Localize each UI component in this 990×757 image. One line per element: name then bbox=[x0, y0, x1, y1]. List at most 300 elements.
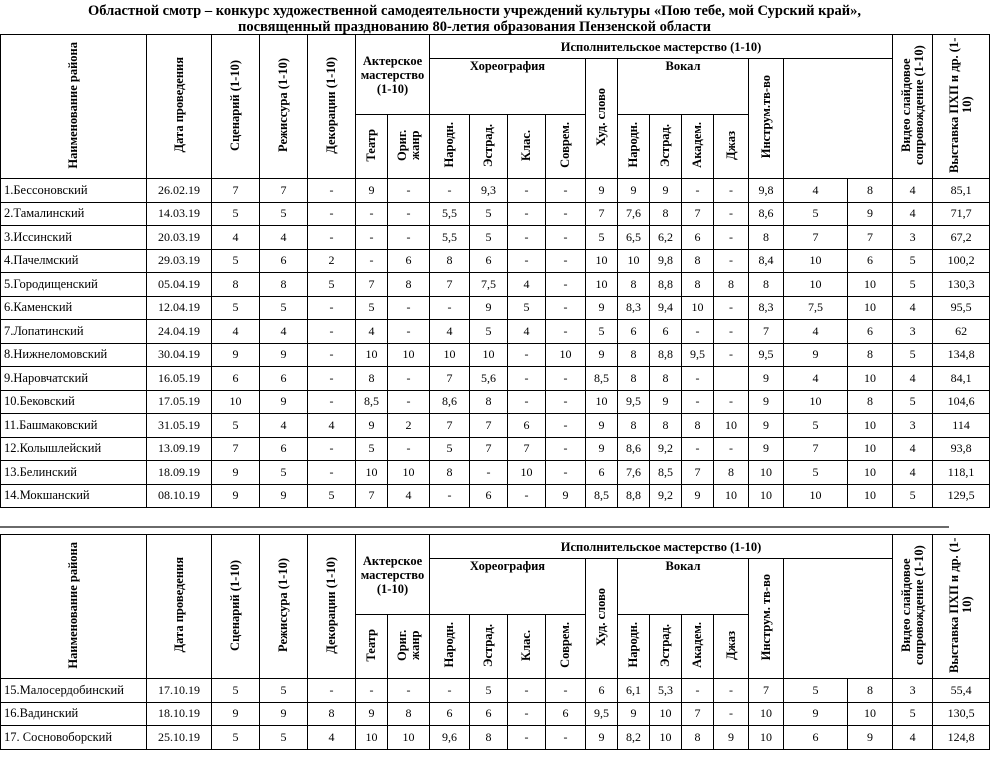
score-cell: - bbox=[388, 390, 430, 414]
score-cell: - bbox=[546, 320, 586, 344]
score-cell: 4 bbox=[430, 320, 470, 344]
score-cell: - bbox=[714, 343, 749, 367]
score-cell: 8,5 bbox=[586, 367, 618, 391]
score-cell: 5 bbox=[356, 296, 388, 320]
date-cell: 12.04.19 bbox=[147, 296, 212, 320]
score-cell: 4 bbox=[508, 273, 546, 297]
score-cell: - bbox=[714, 320, 749, 344]
score-cell: - bbox=[546, 437, 586, 461]
score-cell: 10 bbox=[430, 343, 470, 367]
hdr-performing: Исполнительское мастерство (1-10) bbox=[430, 35, 893, 59]
score-cell: 10 bbox=[650, 702, 682, 726]
score-cell: 5 bbox=[893, 390, 933, 414]
score-cell: 10 bbox=[848, 702, 893, 726]
district-name-cell: 6.Каменский bbox=[1, 296, 147, 320]
score-cell: 114 bbox=[933, 414, 990, 438]
score-cell: - bbox=[388, 296, 430, 320]
score-cell: - bbox=[508, 390, 546, 414]
score-cell: - bbox=[682, 179, 714, 203]
score-cell: 9 bbox=[586, 437, 618, 461]
score-cell: 9 bbox=[260, 343, 308, 367]
score-cell: 10 bbox=[682, 296, 714, 320]
score-cell: 9 bbox=[586, 343, 618, 367]
score-cell: 10 bbox=[356, 343, 388, 367]
score-cell: 2 bbox=[388, 414, 430, 438]
hdr-exhibit: Выставка ПХП и др. (1-10) bbox=[933, 35, 990, 179]
hdr-artword: Худ. слово bbox=[586, 59, 618, 179]
score-cell: 6 bbox=[260, 249, 308, 273]
score-cell: - bbox=[308, 343, 356, 367]
score-cell: - bbox=[546, 461, 586, 485]
hdr2-direction: Режиссура (1-10) bbox=[260, 535, 308, 679]
score-cell: 10 bbox=[749, 461, 784, 485]
score-cell: 9 bbox=[212, 702, 260, 726]
score-cell: 4 bbox=[388, 484, 430, 508]
score-cell: 5 bbox=[784, 679, 848, 703]
score-cell: 9 bbox=[714, 726, 749, 750]
score-cell: 10 bbox=[356, 726, 388, 750]
score-cell: 9 bbox=[784, 343, 848, 367]
score-cell: 8 bbox=[749, 226, 784, 250]
score-cell: 4 bbox=[308, 726, 356, 750]
table-row bbox=[1, 296, 990, 320]
hdr2-choreo-classic: Клас. bbox=[508, 615, 546, 679]
score-cell: - bbox=[356, 249, 388, 273]
score-cell: 6 bbox=[388, 249, 430, 273]
hdr2-district: Наименование района bbox=[1, 535, 147, 679]
score-cell: - bbox=[430, 179, 470, 203]
score-cell: 10 bbox=[714, 414, 749, 438]
score-cell: 8 bbox=[430, 461, 470, 485]
hdr-vocal-folk: Народн. bbox=[618, 115, 650, 179]
hdr2-date: Дата проведения bbox=[147, 535, 212, 679]
score-cell: - bbox=[682, 320, 714, 344]
score-cell: 5 bbox=[260, 726, 308, 750]
score-cell: - bbox=[508, 367, 546, 391]
score-cell: 8 bbox=[749, 273, 784, 297]
score-cell: 5 bbox=[508, 296, 546, 320]
score-cell: 8,5 bbox=[650, 461, 682, 485]
score-cell: 5 bbox=[212, 414, 260, 438]
score-cell: 5 bbox=[893, 702, 933, 726]
score-cell: 118,1 bbox=[933, 461, 990, 485]
score-cell: 8 bbox=[682, 249, 714, 273]
hdr-vocal-jazz: Джаз bbox=[714, 115, 749, 179]
score-cell: 9,2 bbox=[650, 484, 682, 508]
score-cell: 9 bbox=[848, 726, 893, 750]
score-cell: 3 bbox=[893, 414, 933, 438]
hdr2-artword: Худ. слово bbox=[586, 559, 618, 679]
score-cell: - bbox=[714, 390, 749, 414]
score-cell: 8,5 bbox=[356, 390, 388, 414]
score-cell: 10 bbox=[212, 390, 260, 414]
hdr-decor: Декорации (1-10) bbox=[308, 35, 356, 179]
score-cell bbox=[714, 367, 749, 391]
score-cell: - bbox=[308, 202, 356, 226]
score-cell: 9 bbox=[650, 390, 682, 414]
score-cell: 8 bbox=[260, 273, 308, 297]
score-cell: - bbox=[682, 390, 714, 414]
score-cell: 9 bbox=[749, 437, 784, 461]
score-cell: 8 bbox=[618, 343, 650, 367]
score-cell: 5 bbox=[470, 320, 508, 344]
hdr-choreo-modern: Соврем. bbox=[546, 115, 586, 179]
score-cell: 4 bbox=[893, 726, 933, 750]
score-cell: - bbox=[508, 202, 546, 226]
hdr-choreo-classic: Клас. bbox=[508, 115, 546, 179]
title-line-2: посвященный празднованию 80-летия образования Пензенской области bbox=[237, 19, 712, 35]
hdr2-vocal-academic: Академ. bbox=[682, 615, 714, 679]
score-cell: - bbox=[308, 320, 356, 344]
results-table-1 bbox=[0, 34, 990, 508]
score-cell: - bbox=[546, 273, 586, 297]
score-cell: 7 bbox=[848, 226, 893, 250]
table-row bbox=[1, 202, 990, 226]
table-row bbox=[1, 484, 990, 508]
score-cell: 3 bbox=[893, 679, 933, 703]
score-cell: 8 bbox=[848, 679, 893, 703]
score-cell: - bbox=[388, 320, 430, 344]
score-cell: - bbox=[714, 179, 749, 203]
score-cell: 134,8 bbox=[933, 343, 990, 367]
document-title bbox=[0, 0, 949, 34]
score-cell: 7 bbox=[508, 437, 546, 461]
score-cell: 9 bbox=[586, 179, 618, 203]
hdr2-orig: Ориг. жанр bbox=[388, 615, 430, 679]
score-cell: - bbox=[388, 679, 430, 703]
district-name-cell: 14.Мокшанский bbox=[1, 484, 147, 508]
score-cell: 9 bbox=[356, 702, 388, 726]
hdr-direction: Режиссура (1-10) bbox=[260, 35, 308, 179]
score-cell: 5 bbox=[784, 414, 848, 438]
score-cell: 8 bbox=[308, 702, 356, 726]
score-cell: 5 bbox=[308, 484, 356, 508]
score-cell: 10 bbox=[650, 726, 682, 750]
score-cell: 8,6 bbox=[749, 202, 784, 226]
district-name-cell: 16.Вадинский bbox=[1, 702, 147, 726]
score-cell: 10 bbox=[714, 484, 749, 508]
score-cell: 4 bbox=[784, 179, 848, 203]
score-cell: 10 bbox=[848, 414, 893, 438]
score-cell: - bbox=[508, 343, 546, 367]
score-cell: 9,6 bbox=[430, 726, 470, 750]
score-cell: 9 bbox=[618, 179, 650, 203]
score-cell: 6,1 bbox=[618, 679, 650, 703]
score-cell: 6 bbox=[546, 702, 586, 726]
score-cell: 10 bbox=[784, 484, 848, 508]
score-cell: - bbox=[682, 367, 714, 391]
score-cell: 8 bbox=[848, 390, 893, 414]
score-cell: 4 bbox=[893, 179, 933, 203]
district-name-cell: 1.Бессоновский bbox=[1, 179, 147, 203]
score-cell: - bbox=[430, 679, 470, 703]
score-cell: 6 bbox=[586, 461, 618, 485]
score-cell: - bbox=[682, 679, 714, 703]
score-cell: 130,5 bbox=[933, 702, 990, 726]
hdr2-vocal-jazz: Джаз bbox=[714, 615, 749, 679]
score-cell: 6 bbox=[508, 414, 546, 438]
table-row bbox=[1, 390, 990, 414]
score-cell: 8 bbox=[650, 367, 682, 391]
date-cell: 30.04.19 bbox=[147, 343, 212, 367]
score-cell: 7,6 bbox=[618, 202, 650, 226]
table-row bbox=[1, 367, 990, 391]
score-cell: 8,4 bbox=[749, 249, 784, 273]
score-cell: 8 bbox=[682, 414, 714, 438]
date-cell: 18.09.19 bbox=[147, 461, 212, 485]
score-cell: 10 bbox=[388, 726, 430, 750]
score-cell: 6 bbox=[848, 320, 893, 344]
score-cell: 85,1 bbox=[933, 179, 990, 203]
score-cell: 7 bbox=[470, 437, 508, 461]
score-cell: - bbox=[388, 437, 430, 461]
date-cell: 20.03.19 bbox=[147, 226, 212, 250]
hdr2-vocal: Вокал bbox=[618, 559, 749, 615]
score-cell: 5 bbox=[784, 202, 848, 226]
table-row bbox=[1, 249, 990, 273]
score-cell: 6 bbox=[260, 437, 308, 461]
score-cell: 8 bbox=[650, 414, 682, 438]
date-cell: 08.10.19 bbox=[147, 484, 212, 508]
score-cell: 9 bbox=[546, 484, 586, 508]
score-cell: 9,8 bbox=[749, 179, 784, 203]
hdr2-choreo-folk: Народн. bbox=[430, 615, 470, 679]
district-name-cell: 5.Городищенский bbox=[1, 273, 147, 297]
score-cell: - bbox=[508, 484, 546, 508]
score-cell: 4 bbox=[308, 414, 356, 438]
district-name-cell: 2.Тамалинский bbox=[1, 202, 147, 226]
score-cell: - bbox=[546, 679, 586, 703]
score-cell: 10 bbox=[388, 461, 430, 485]
score-cell: 9 bbox=[470, 296, 508, 320]
score-cell: 7 bbox=[749, 679, 784, 703]
score-cell: 130,3 bbox=[933, 273, 990, 297]
score-cell: 9 bbox=[618, 702, 650, 726]
date-cell: 26.02.19 bbox=[147, 179, 212, 203]
score-cell: 4 bbox=[784, 320, 848, 344]
score-cell: 9 bbox=[848, 202, 893, 226]
score-cell: 10 bbox=[784, 273, 848, 297]
score-cell: 10 bbox=[848, 461, 893, 485]
score-cell: 10 bbox=[848, 367, 893, 391]
table-1-body bbox=[1, 179, 990, 508]
score-cell: 5 bbox=[893, 343, 933, 367]
score-cell: 10 bbox=[586, 273, 618, 297]
score-cell: 8,6 bbox=[430, 390, 470, 414]
hdr2-video: Видео слайдовое сопровождение (1-10) bbox=[893, 535, 933, 679]
score-cell: - bbox=[356, 679, 388, 703]
score-cell: - bbox=[308, 461, 356, 485]
district-name-cell: 11.Башмаковский bbox=[1, 414, 147, 438]
score-cell: 5 bbox=[212, 726, 260, 750]
score-cell: - bbox=[714, 437, 749, 461]
hdr-video: Видео слайдовое сопровождение (1-10) bbox=[893, 35, 933, 179]
score-cell: - bbox=[508, 679, 546, 703]
score-cell: 67,2 bbox=[933, 226, 990, 250]
score-cell: 8 bbox=[356, 367, 388, 391]
score-cell: - bbox=[546, 226, 586, 250]
score-cell: 10 bbox=[848, 484, 893, 508]
score-cell: - bbox=[714, 226, 749, 250]
hdr2-acting: Актерское мастерство (1-10) bbox=[356, 535, 430, 615]
score-cell: 9 bbox=[586, 296, 618, 320]
score-cell: - bbox=[308, 390, 356, 414]
score-cell: - bbox=[308, 226, 356, 250]
score-cell: 6 bbox=[470, 484, 508, 508]
score-cell: 4 bbox=[893, 367, 933, 391]
score-cell: 6 bbox=[470, 249, 508, 273]
score-cell: 10 bbox=[848, 437, 893, 461]
score-cell: - bbox=[470, 461, 508, 485]
score-cell: 9,3 bbox=[470, 179, 508, 203]
score-cell: - bbox=[388, 202, 430, 226]
score-cell: 10 bbox=[784, 249, 848, 273]
score-cell: 7 bbox=[430, 273, 470, 297]
table-row bbox=[1, 726, 990, 750]
score-cell: 9,8 bbox=[650, 249, 682, 273]
score-cell: - bbox=[714, 296, 749, 320]
date-cell: 16.05.19 bbox=[147, 367, 212, 391]
score-cell: - bbox=[714, 249, 749, 273]
score-cell: 5 bbox=[260, 461, 308, 485]
score-cell: 5 bbox=[893, 484, 933, 508]
score-cell: 4 bbox=[893, 461, 933, 485]
hdr-theatre: Театр bbox=[356, 115, 388, 179]
score-cell: 8 bbox=[682, 273, 714, 297]
score-cell: 9 bbox=[260, 390, 308, 414]
score-cell: 7 bbox=[212, 179, 260, 203]
score-cell: 55,4 bbox=[933, 679, 990, 703]
score-cell: 6,5 bbox=[618, 226, 650, 250]
score-cell: 10 bbox=[848, 296, 893, 320]
score-cell: - bbox=[508, 249, 546, 273]
score-cell: - bbox=[308, 679, 356, 703]
table-row bbox=[1, 343, 990, 367]
score-cell: 5 bbox=[260, 296, 308, 320]
score-cell: - bbox=[508, 726, 546, 750]
date-cell: 18.10.19 bbox=[147, 702, 212, 726]
score-cell: 10 bbox=[388, 343, 430, 367]
hdr2-vocal-estrada: Эстрад. bbox=[650, 615, 682, 679]
score-cell: 8 bbox=[714, 273, 749, 297]
date-cell: 25.10.19 bbox=[147, 726, 212, 750]
score-cell: - bbox=[546, 367, 586, 391]
score-cell: - bbox=[308, 296, 356, 320]
score-cell: - bbox=[682, 437, 714, 461]
score-cell: 8,8 bbox=[650, 273, 682, 297]
date-cell: 31.05.19 bbox=[147, 414, 212, 438]
score-cell: 5 bbox=[586, 226, 618, 250]
date-cell: 29.03.19 bbox=[147, 249, 212, 273]
score-cell: - bbox=[714, 679, 749, 703]
district-name-cell: 13.Белинский bbox=[1, 461, 147, 485]
score-cell: 7 bbox=[682, 202, 714, 226]
score-cell: 4 bbox=[784, 367, 848, 391]
score-cell: 5 bbox=[308, 273, 356, 297]
score-cell: 9 bbox=[650, 179, 682, 203]
score-cell: 6 bbox=[586, 679, 618, 703]
score-cell: 9 bbox=[749, 414, 784, 438]
score-cell: 8,3 bbox=[618, 296, 650, 320]
district-name-cell: 7.Лопатинский bbox=[1, 320, 147, 344]
score-cell: 9 bbox=[682, 484, 714, 508]
score-cell: 7 bbox=[430, 367, 470, 391]
score-cell: 7,6 bbox=[618, 461, 650, 485]
score-cell: 9 bbox=[784, 702, 848, 726]
score-cell: 5 bbox=[260, 679, 308, 703]
score-cell: 9,2 bbox=[650, 437, 682, 461]
hdr2-choreo-modern: Соврем. bbox=[546, 615, 586, 679]
score-cell: - bbox=[508, 226, 546, 250]
score-cell: 93,8 bbox=[933, 437, 990, 461]
score-cell: 4 bbox=[356, 320, 388, 344]
results-table-2 bbox=[0, 534, 990, 750]
score-cell: 6 bbox=[618, 320, 650, 344]
district-name-cell: 15.Малосердобинский bbox=[1, 679, 147, 703]
hdr-instr: Инструм.тв-во bbox=[749, 59, 784, 179]
score-cell: 129,5 bbox=[933, 484, 990, 508]
score-cell: 71,7 bbox=[933, 202, 990, 226]
hdr2-choreo: Хореография bbox=[430, 559, 586, 615]
score-cell: - bbox=[388, 179, 430, 203]
hdr2-instr: Инструм. тв-во bbox=[749, 559, 784, 679]
score-cell: - bbox=[546, 296, 586, 320]
score-cell: 9 bbox=[260, 484, 308, 508]
hdr-district: Наименование района bbox=[1, 35, 147, 179]
table-row bbox=[1, 226, 990, 250]
score-cell: 8 bbox=[682, 726, 714, 750]
district-name-cell: 4.Пачелмский bbox=[1, 249, 147, 273]
score-cell: - bbox=[546, 179, 586, 203]
score-cell: 9,5 bbox=[586, 702, 618, 726]
hdr-vocal-academic: Академ. bbox=[682, 115, 714, 179]
score-cell: - bbox=[356, 202, 388, 226]
hdr2-exhibit: Выставка ПХП и др. (1-10) bbox=[933, 535, 990, 679]
score-cell: 10 bbox=[749, 484, 784, 508]
score-cell: 8 bbox=[618, 273, 650, 297]
score-cell: - bbox=[714, 202, 749, 226]
score-cell: 7 bbox=[356, 484, 388, 508]
score-cell: 8 bbox=[388, 702, 430, 726]
score-cell: 7,5 bbox=[784, 296, 848, 320]
score-cell: 3 bbox=[893, 226, 933, 250]
score-cell: 4 bbox=[260, 226, 308, 250]
score-cell: 8 bbox=[848, 343, 893, 367]
score-cell: 6 bbox=[430, 702, 470, 726]
score-cell: 5 bbox=[784, 461, 848, 485]
score-cell: 9 bbox=[749, 367, 784, 391]
score-cell: 84,1 bbox=[933, 367, 990, 391]
table-row bbox=[1, 702, 990, 726]
score-cell: 5 bbox=[470, 202, 508, 226]
score-cell: 5 bbox=[212, 679, 260, 703]
hdr-acting: Актерское мастерство (1-10) bbox=[356, 35, 430, 115]
score-cell: 6 bbox=[260, 367, 308, 391]
score-cell: 10 bbox=[508, 461, 546, 485]
score-cell: 9 bbox=[749, 390, 784, 414]
district-name-cell: 3.Иссинский bbox=[1, 226, 147, 250]
score-cell: 4 bbox=[260, 414, 308, 438]
score-cell: - bbox=[308, 179, 356, 203]
score-cell: - bbox=[308, 367, 356, 391]
score-cell: - bbox=[308, 437, 356, 461]
score-cell: 5 bbox=[212, 202, 260, 226]
score-cell: - bbox=[388, 226, 430, 250]
score-cell: - bbox=[388, 367, 430, 391]
score-cell: - bbox=[508, 702, 546, 726]
table-row bbox=[1, 273, 990, 297]
score-cell: - bbox=[546, 249, 586, 273]
